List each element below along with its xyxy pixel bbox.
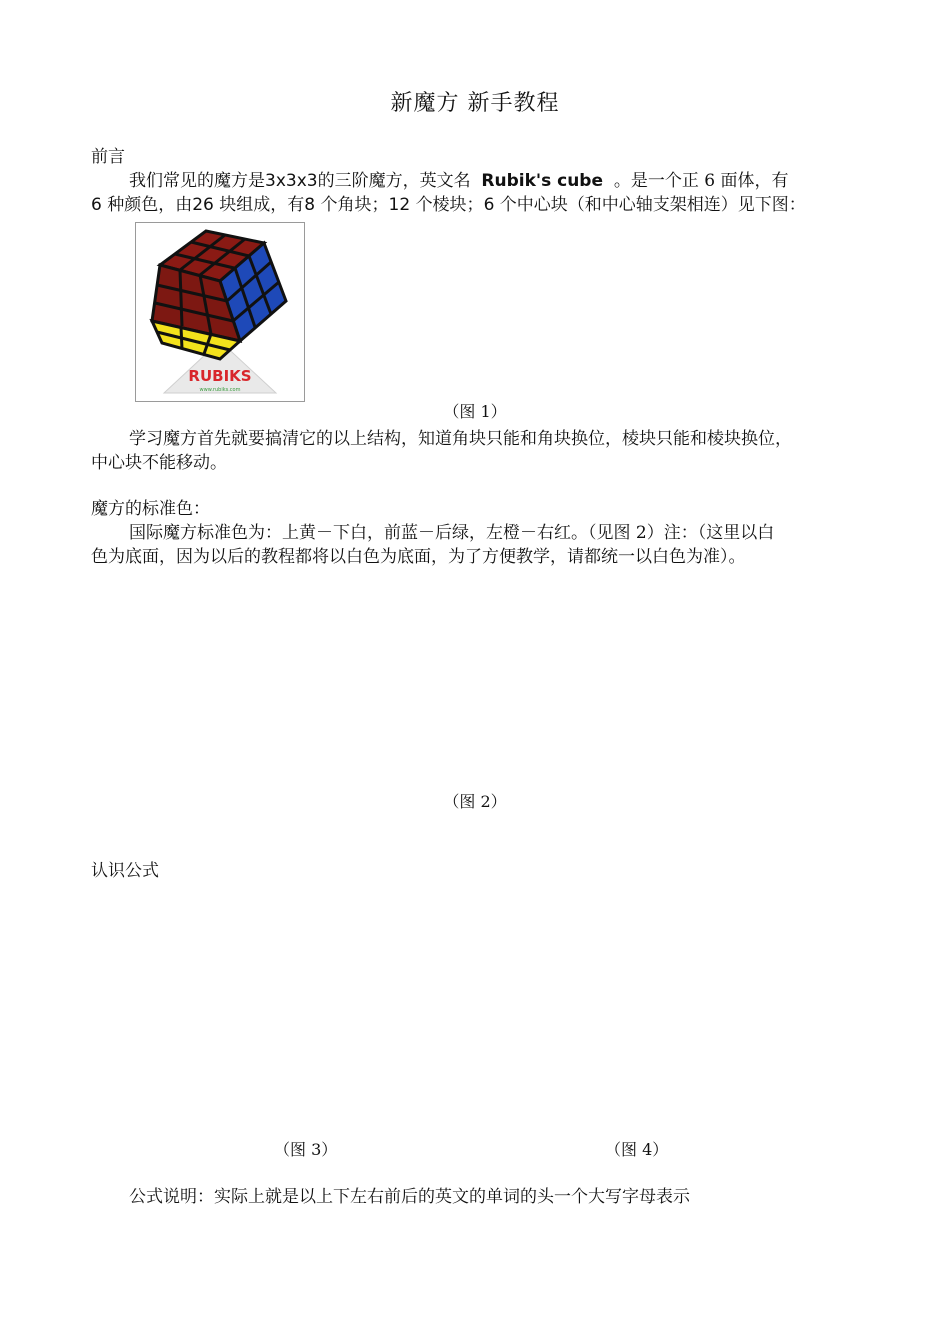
text-span: 我们常见的魔方是 bbox=[129, 171, 265, 191]
number: 8 bbox=[304, 195, 316, 215]
structure-paragraph-line-2: 中心块不能移动。 bbox=[91, 453, 227, 473]
preface-line-1 bbox=[129, 170, 788, 193]
standard-colors-line-1: 国际魔方标准色为：上黄－下白，前蓝－后绿，左橙－右红。（见图 2）注：（这里以白 bbox=[129, 523, 775, 543]
figure-3-caption: （图 3） bbox=[274, 1140, 338, 1159]
cube-dimension: 3x3x3 bbox=[265, 171, 318, 191]
rubiks-url: www.rubiks.com bbox=[199, 387, 241, 393]
rubiks-cube-illustration bbox=[136, 223, 304, 401]
formula-explanation: 公式说明：实际上就是以上下左右前后的英文的单词的头一个大写字母表示 bbox=[129, 1187, 690, 1207]
structure-paragraph-line-1: 学习魔方首先就要搞清它的以上结构，知道角块只能和角块换位，棱块只能和棱块换位， bbox=[129, 429, 792, 449]
standard-colors-line-2: 色为底面，因为以后的教程都将以白色为底面，为了方便教学，请都统一以白色为准）。 bbox=[91, 547, 746, 567]
rubiks-logo: RUBIKS bbox=[188, 367, 252, 385]
text-span: 个角块； bbox=[320, 195, 389, 215]
text-span: 的三阶魔方，英文名 bbox=[317, 171, 471, 191]
text-span: 种颜色，由 bbox=[107, 195, 193, 215]
page-title: 新魔方 新手教程 bbox=[390, 91, 560, 116]
text-span: 个中心块（和中心轴支架相连）见下图： bbox=[499, 195, 806, 215]
formula-heading: 认识公式 bbox=[91, 861, 159, 881]
english-name: Rubik's cube bbox=[481, 171, 604, 191]
number: 26 bbox=[192, 195, 214, 215]
figure-2-caption: （图 2） bbox=[443, 792, 507, 811]
number: 12 bbox=[388, 195, 411, 215]
text-span: 个棱块； bbox=[415, 195, 484, 215]
figure-1-image bbox=[135, 222, 305, 402]
standard-colors-heading: 魔方的标准色： bbox=[91, 499, 210, 519]
text-span: 块组成，有 bbox=[219, 195, 305, 215]
number: 6 bbox=[483, 195, 495, 215]
figure-4-caption: （图 4） bbox=[605, 1140, 669, 1159]
number: 6 bbox=[91, 195, 102, 215]
figure-1-caption: （图 1） bbox=[443, 402, 507, 421]
preface-line-2 bbox=[91, 194, 806, 217]
preface-heading: 前言 bbox=[91, 147, 125, 167]
text-span: 。是一个正 6 面体，有 bbox=[613, 171, 789, 191]
